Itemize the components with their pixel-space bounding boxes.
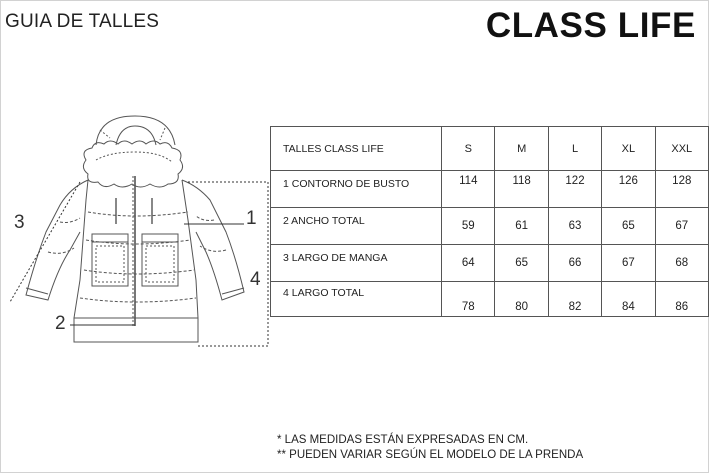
table-cell: 122 [548,171,601,208]
size-header: S [442,127,495,171]
footnote-variation: ** PUEDEN VARIAR SEGÚN EL MODELO DE LA PRENDA [277,449,584,461]
table-row [271,245,709,282]
table-cell: 67 [655,208,708,245]
row-label: 3 LARGO DE MANGA [271,245,442,282]
table-cell: 86 [655,282,708,317]
table-cell: 84 [602,282,655,317]
table-cell: 118 [495,171,548,208]
table-cell: 80 [495,282,548,317]
callout-1: 1 [246,208,257,229]
size-header: XL [602,127,655,171]
table-row [271,171,709,208]
table-cell: 114 [442,171,495,208]
callout-3: 3 [14,212,25,233]
footnote-units: * LAS MEDIDAS ESTÁN EXPRESADAS EN CM. [277,434,529,446]
size-header: M [495,127,548,171]
table-cell: 65 [495,245,548,282]
table-cell: 64 [442,245,495,282]
table-cell: 63 [548,208,601,245]
table-row [271,208,709,245]
table-cell: 128 [655,171,708,208]
table-cell: 65 [602,208,655,245]
callout-4: 4 [250,269,261,290]
table-cell: 82 [548,282,601,317]
brand-logo: CLASS LIFE [485,6,696,45]
size-table [270,126,709,317]
table-header-label: TALLES CLASS LIFE [271,127,442,171]
row-label: 4 LARGO TOTAL [271,282,442,317]
table-cell: 66 [548,245,601,282]
jacket-diagram [0,100,270,370]
row-label: 2 ANCHO TOTAL [271,208,442,245]
footnotes [277,433,583,463]
callout-2: 2 [55,313,66,334]
size-header: XXL [655,127,708,171]
table-cell: 126 [602,171,655,208]
page-title: GUIA DE TALLES [5,11,160,32]
size-header: L [548,127,601,171]
table-cell: 68 [655,245,708,282]
table-cell: 59 [442,208,495,245]
table-row [271,282,709,317]
table-cell: 61 [495,208,548,245]
table-cell: 78 [442,282,495,317]
row-label: 1 CONTORNO DE BUSTO [271,171,442,208]
table-header-row [271,127,709,171]
table-cell: 67 [602,245,655,282]
